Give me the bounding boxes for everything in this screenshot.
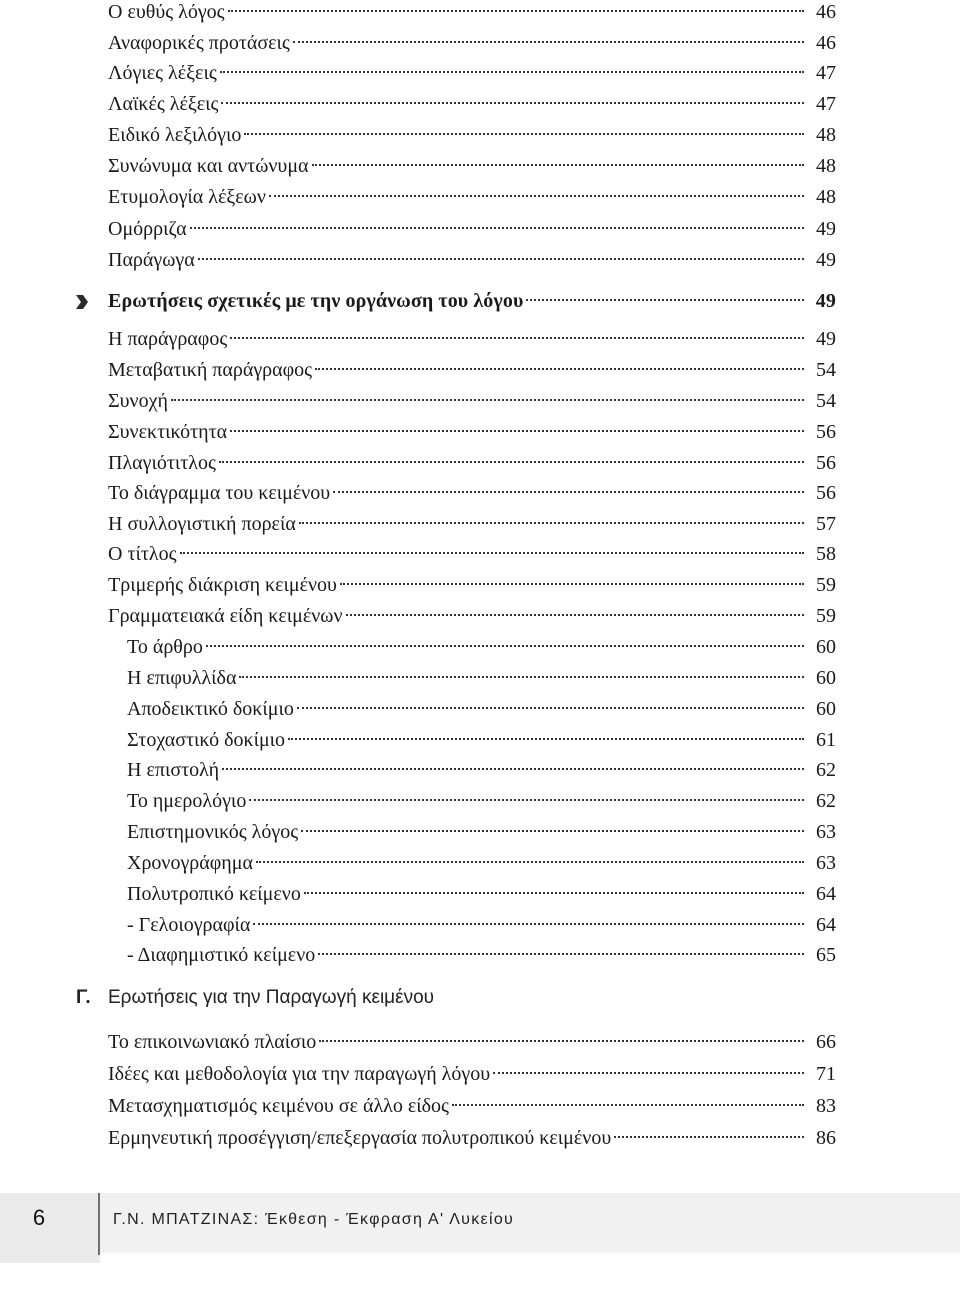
toc-entry-page: 60 xyxy=(816,636,836,658)
toc-subentry xyxy=(127,848,836,878)
toc-entry-title: Ο ευθύς λόγος xyxy=(108,1,225,23)
toc-entry-title: Το διάγραμμα του κειμένου xyxy=(108,482,331,504)
toc-subentry xyxy=(127,632,836,662)
toc-entry-page: 62 xyxy=(816,759,836,781)
dot-leader xyxy=(180,552,804,554)
toc-entry-page: 63 xyxy=(816,821,836,843)
toc-entry xyxy=(108,89,836,119)
toc-entry-page: 62 xyxy=(816,790,836,812)
toc-entry-title: Ιδέες και μεθοδολογία για την παραγωγή λόγου xyxy=(108,1063,491,1085)
toc-subentry xyxy=(127,755,836,785)
toc-entry-page: 46 xyxy=(816,32,836,54)
dot-leader xyxy=(190,227,804,229)
toc-entry xyxy=(108,386,836,416)
toc-subentry xyxy=(127,879,836,909)
dot-leader xyxy=(219,461,804,463)
dot-leader xyxy=(244,133,804,135)
toc-entry-page: 46 xyxy=(816,1,836,23)
toc-entry-title: Μετασχηματισμός κειμένου σε άλλο είδος xyxy=(108,1095,449,1117)
dot-leader xyxy=(297,707,804,709)
section-letter: Γ. xyxy=(76,987,91,1008)
toc-entry xyxy=(108,1059,836,1089)
toc-entry-page: 56 xyxy=(816,421,836,443)
dot-leader xyxy=(222,768,804,770)
toc-entry-page: 48 xyxy=(816,186,836,208)
toc-subentry xyxy=(127,940,836,970)
toc-section-heading xyxy=(108,286,836,316)
section-heading-page: 49 xyxy=(815,290,836,312)
dot-leader xyxy=(299,522,804,524)
toc-entry-title: Γραμματειακά είδη κειμένων xyxy=(108,605,343,627)
toc-entry xyxy=(108,182,836,212)
toc-entry-title: Αναφορικές προτάσεις xyxy=(108,32,290,54)
toc-entry-title: Το άρθρο xyxy=(127,636,203,658)
toc-entry-page: 86 xyxy=(816,1127,836,1149)
dot-leader xyxy=(318,953,804,955)
toc-entry-page: 59 xyxy=(816,574,836,596)
toc-entry-page: 61 xyxy=(816,729,836,751)
dot-leader xyxy=(452,1104,804,1106)
toc-entry xyxy=(108,448,836,478)
dot-leader xyxy=(526,299,804,301)
dot-leader xyxy=(230,430,804,432)
toc-entry-title: Αποδεικτικό δοκίμιο xyxy=(127,698,294,720)
toc-entry xyxy=(108,478,836,508)
toc-entry-title: Η συλλογιστική πορεία xyxy=(108,513,296,535)
dot-leader xyxy=(249,799,804,801)
toc-entry-title: Συνοχή xyxy=(108,390,168,412)
dot-leader xyxy=(221,102,804,104)
toc-entry xyxy=(108,151,836,181)
toc-entry-page: 60 xyxy=(816,667,836,689)
toc-entry xyxy=(108,214,836,244)
toc-entry-title: Ετυμολογία λέξεων xyxy=(108,186,266,208)
toc-entry-title: Ομόρριζα xyxy=(108,218,187,240)
toc-entry-page: 64 xyxy=(816,914,836,936)
toc-entry-page: 56 xyxy=(816,482,836,504)
toc-subentry xyxy=(127,817,836,847)
toc-entry-title: Συνεκτικότητα xyxy=(108,421,228,443)
toc-entry-title: - Γελοιογραφία xyxy=(127,914,251,936)
dot-leader xyxy=(288,738,804,740)
toc-entry-title: Η επιφυλλίδα xyxy=(127,667,237,689)
toc-entry-page: 83 xyxy=(816,1095,836,1117)
toc-entry-title: Λόγιες λέξεις xyxy=(108,62,217,84)
dot-leader xyxy=(493,1072,804,1074)
dot-leader xyxy=(171,399,804,401)
dot-leader xyxy=(319,1040,804,1042)
toc-entry-title: Πλαγιότιτλος xyxy=(108,452,216,474)
toc-entry-page: 65 xyxy=(816,944,836,966)
toc-entry-title: Πολυτροπικό κείμενο xyxy=(127,883,301,905)
toc-subentry xyxy=(127,725,836,755)
toc-entry-page: 57 xyxy=(816,513,836,535)
toc-entry-title: Ειδικό λεξιλόγιο xyxy=(108,124,242,146)
toc-entry xyxy=(108,120,836,150)
toc-entry-page: 66 xyxy=(816,1031,836,1053)
toc-entry-title: Συνώνυμα και αντώνυμα xyxy=(108,155,309,177)
toc-entry xyxy=(108,1123,836,1153)
toc-entry-page: 47 xyxy=(816,62,836,84)
dot-leader xyxy=(340,583,804,585)
toc-entry-title: Στοχαστικό δοκίμιο xyxy=(127,729,286,751)
toc-entry-title: Μεταβατική παράγραφος xyxy=(108,359,313,381)
toc-entry-title: Παράγωγα xyxy=(108,249,195,271)
dot-leader xyxy=(312,164,804,166)
dot-leader xyxy=(256,861,804,863)
dot-leader xyxy=(206,645,804,647)
toc-entry xyxy=(108,417,836,447)
toc-entry-title: - Διαφημιστικό κείμενο xyxy=(127,944,316,966)
dot-leader xyxy=(315,368,804,370)
toc-entry-page: 63 xyxy=(816,852,836,874)
dot-leader xyxy=(346,614,804,616)
toc-entry xyxy=(108,539,836,569)
toc-entry-page: 48 xyxy=(816,155,836,177)
toc-entry-page: 48 xyxy=(816,124,836,146)
toc-entry-page: 54 xyxy=(816,359,836,381)
toc-entry xyxy=(108,1027,836,1057)
toc-entry-page: 47 xyxy=(816,93,836,115)
toc-entry xyxy=(108,509,836,539)
dot-leader xyxy=(333,491,804,493)
section-title: Ερωτήσεις για την Παραγωγή κειμένου xyxy=(108,987,435,1008)
dot-leader xyxy=(293,41,804,43)
arrow-bullet-icon xyxy=(75,294,89,310)
footer-divider xyxy=(98,1193,100,1255)
toc-entry-page: 59 xyxy=(816,605,836,627)
dot-leader xyxy=(220,71,804,73)
toc-subentry xyxy=(127,694,836,724)
toc-entry-page: 58 xyxy=(816,543,836,565)
dot-leader xyxy=(304,892,804,894)
toc-entry xyxy=(108,324,836,354)
dot-leader xyxy=(198,258,804,260)
toc-entry-title: Το ημερολόγιο xyxy=(127,790,247,812)
toc-entry-page: 49 xyxy=(816,249,836,271)
toc-entry-title: Η παράγραφος xyxy=(108,328,228,350)
toc-entry-title: Επιστημονικός λόγος xyxy=(127,821,299,843)
dot-leader xyxy=(230,337,804,339)
toc-entry-page: 60 xyxy=(816,698,836,720)
dot-leader xyxy=(301,830,804,832)
dot-leader xyxy=(239,676,804,678)
toc-entry-page: 49 xyxy=(816,328,836,350)
toc-entry xyxy=(108,0,836,27)
toc-entry-page: 64 xyxy=(816,883,836,905)
toc-entry-page: 49 xyxy=(816,218,836,240)
dot-leader xyxy=(253,923,804,925)
toc-entry xyxy=(108,1091,836,1121)
toc-entry-title: Χρονογράφημα xyxy=(127,852,253,874)
running-head: Γ.Ν. ΜΠΑΤΖΙΝΑΣ: Έκθεση - Έκφραση Α' Λυκείου xyxy=(113,1211,515,1228)
toc-entry-page: 71 xyxy=(816,1063,836,1085)
toc-entry-page: 56 xyxy=(816,452,836,474)
dot-leader xyxy=(228,10,804,12)
toc-entry-title: Η επιστολή xyxy=(127,759,220,781)
toc-entry-title: Ερμηνευτική προσέγγιση/επεξεργασία πολυτροπικού κειμένου xyxy=(108,1127,612,1149)
section-heading-title: Ερωτήσεις σχετικές με την οργάνωση του λόγου xyxy=(108,290,524,312)
toc-subentry xyxy=(127,786,836,816)
toc-entry-title: Το επικοινωνιακό πλαίσιο xyxy=(108,1031,317,1053)
dot-leader xyxy=(269,195,804,197)
dot-leader xyxy=(614,1136,804,1138)
toc-entry xyxy=(108,570,836,600)
toc-entry-title: Ο τίτλος xyxy=(108,543,177,565)
toc-subentry xyxy=(127,663,836,693)
toc-entry xyxy=(108,601,836,631)
page-number: 6 xyxy=(32,1205,46,1230)
toc-entry xyxy=(108,58,836,88)
toc-entry xyxy=(108,28,836,58)
toc-subentry xyxy=(127,910,836,940)
toc-entry-page: 54 xyxy=(816,390,836,412)
toc-entry xyxy=(108,355,836,385)
toc-entry-title: Λαϊκές λέξεις xyxy=(108,93,219,115)
toc-entry-title: Τριμερής διάκριση κειμένου xyxy=(108,574,337,596)
toc-entry xyxy=(108,245,836,275)
